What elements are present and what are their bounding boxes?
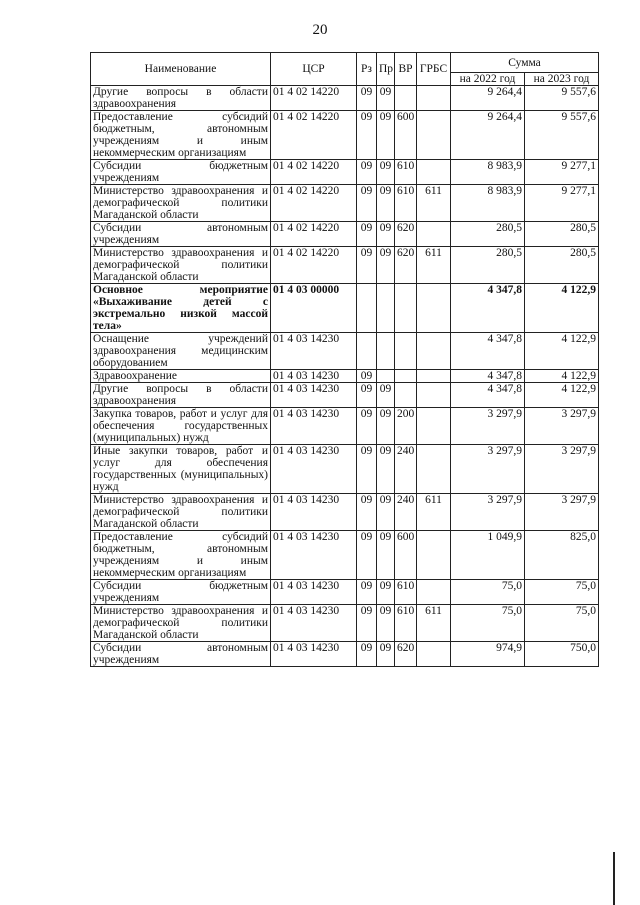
row-rz: 09 xyxy=(357,222,377,247)
row-sum-2023: 4 122,9 xyxy=(525,284,599,333)
row-csr: 01 4 03 00000 xyxy=(271,284,357,333)
row-rz: 09 xyxy=(357,531,377,580)
row-rz: 09 xyxy=(357,580,377,605)
row-vr: 620 xyxy=(395,642,417,667)
row-csr: 01 4 03 14230 xyxy=(271,642,357,667)
table-header xyxy=(91,53,599,86)
row-vr: 620 xyxy=(395,247,417,284)
budget-table xyxy=(90,52,599,667)
header-grbs: ГРБС xyxy=(417,53,451,86)
row-vr xyxy=(395,370,417,383)
row-rz: 09 xyxy=(357,445,377,494)
row-vr: 600 xyxy=(395,111,417,160)
row-pr xyxy=(377,284,395,333)
row-sum-2023: 75,0 xyxy=(525,605,599,642)
row-name: Субсидии автономным учреждениям xyxy=(91,642,271,667)
row-name: Министерство здравоохранения и демографической политики Магаданской области xyxy=(91,247,271,284)
row-vr: 240 xyxy=(395,445,417,494)
row-sum-2023: 280,5 xyxy=(525,247,599,284)
row-name: Основное мероприятие «Выхаживание детей с экстремально низкой массой тела» xyxy=(91,284,271,333)
row-sum-2022: 1 049,9 xyxy=(451,531,525,580)
row-csr: 01 4 02 14220 xyxy=(271,185,357,222)
row-grbs xyxy=(417,445,451,494)
row-pr: 09 xyxy=(377,111,395,160)
row-grbs xyxy=(417,160,451,185)
row-name: Предоставление субсидий бюджетным, автономным учреждениям и иным некоммерческим организациям xyxy=(91,531,271,580)
row-grbs xyxy=(417,86,451,111)
row-csr: 01 4 02 14220 xyxy=(271,160,357,185)
row-name: Министерство здравоохранения и демографической политики Магаданской области xyxy=(91,605,271,642)
row-rz: 09 xyxy=(357,494,377,531)
table-row xyxy=(91,642,599,667)
row-csr: 01 4 03 14230 xyxy=(271,383,357,408)
table-row xyxy=(91,370,599,383)
row-csr: 01 4 03 14230 xyxy=(271,605,357,642)
header-sum-2022: на 2022 год xyxy=(451,73,525,86)
row-vr: 200 xyxy=(395,408,417,445)
row-sum-2022: 974,9 xyxy=(451,642,525,667)
row-rz xyxy=(357,284,377,333)
row-name: Другие вопросы в области здравоохранения xyxy=(91,86,271,111)
row-vr xyxy=(395,86,417,111)
margin-line xyxy=(613,852,615,905)
table-row xyxy=(91,111,599,160)
row-name: Оснащение учреждений здравоохранения медицинским оборудованием xyxy=(91,333,271,370)
row-name: Здравоохранение xyxy=(91,370,271,383)
row-csr: 01 4 03 14230 xyxy=(271,531,357,580)
row-rz: 09 xyxy=(357,383,377,408)
row-sum-2022: 8 983,9 xyxy=(451,185,525,222)
row-csr: 01 4 03 14230 xyxy=(271,494,357,531)
row-pr: 09 xyxy=(377,185,395,222)
row-sum-2023: 825,0 xyxy=(525,531,599,580)
table-row xyxy=(91,247,599,284)
row-rz: 09 xyxy=(357,111,377,160)
row-name: Министерство здравоохранения и демографической политики Магаданской области xyxy=(91,185,271,222)
header-name: Наименование xyxy=(91,53,271,86)
table-row xyxy=(91,531,599,580)
row-sum-2022: 75,0 xyxy=(451,605,525,642)
row-grbs xyxy=(417,111,451,160)
table-row xyxy=(91,445,599,494)
row-pr: 09 xyxy=(377,222,395,247)
row-csr: 01 4 02 14220 xyxy=(271,247,357,284)
row-vr: 610 xyxy=(395,605,417,642)
row-sum-2022: 75,0 xyxy=(451,580,525,605)
row-rz: 09 xyxy=(357,605,377,642)
row-csr: 01 4 03 14230 xyxy=(271,445,357,494)
row-grbs xyxy=(417,580,451,605)
row-grbs: 611 xyxy=(417,494,451,531)
row-sum-2023: 9 277,1 xyxy=(525,185,599,222)
row-sum-2022: 3 297,9 xyxy=(451,445,525,494)
row-name: Предоставление субсидий бюджетным, автономным учреждениям и иным некоммерческим организациям xyxy=(91,111,271,160)
row-rz: 09 xyxy=(357,370,377,383)
row-csr: 01 4 03 14230 xyxy=(271,333,357,370)
table-row xyxy=(91,580,599,605)
row-sum-2023: 9 557,6 xyxy=(525,111,599,160)
row-sum-2023: 4 122,9 xyxy=(525,383,599,408)
row-grbs xyxy=(417,222,451,247)
row-vr: 610 xyxy=(395,580,417,605)
row-sum-2023: 9 277,1 xyxy=(525,160,599,185)
row-csr: 01 4 02 14220 xyxy=(271,86,357,111)
table-row xyxy=(91,222,599,247)
row-sum-2022: 3 297,9 xyxy=(451,494,525,531)
row-csr: 01 4 03 14230 xyxy=(271,408,357,445)
row-vr: 600 xyxy=(395,531,417,580)
row-name: Закупка товаров, работ и услуг для обеспечения государственных (муниципальных) нужд xyxy=(91,408,271,445)
row-pr: 09 xyxy=(377,383,395,408)
row-pr: 09 xyxy=(377,605,395,642)
row-sum-2023: 3 297,9 xyxy=(525,408,599,445)
row-sum-2022: 4 347,8 xyxy=(451,383,525,408)
table-row xyxy=(91,185,599,222)
row-rz: 09 xyxy=(357,642,377,667)
table-row xyxy=(91,605,599,642)
row-vr: 240 xyxy=(395,494,417,531)
row-grbs: 611 xyxy=(417,605,451,642)
row-pr: 09 xyxy=(377,531,395,580)
row-sum-2023: 4 122,9 xyxy=(525,370,599,383)
row-sum-2023: 3 297,9 xyxy=(525,445,599,494)
row-pr: 09 xyxy=(377,408,395,445)
row-pr xyxy=(377,370,395,383)
row-pr: 09 xyxy=(377,160,395,185)
header-vr: ВР xyxy=(395,53,417,86)
row-vr xyxy=(395,284,417,333)
row-rz: 09 xyxy=(357,408,377,445)
row-sum-2022: 8 983,9 xyxy=(451,160,525,185)
table-row xyxy=(91,160,599,185)
row-rz: 09 xyxy=(357,160,377,185)
row-csr: 01 4 03 14230 xyxy=(271,580,357,605)
table-row xyxy=(91,383,599,408)
page-number: 20 xyxy=(312,22,328,38)
row-vr xyxy=(395,383,417,408)
row-name: Субсидии бюджетным учреждениям xyxy=(91,580,271,605)
table-row xyxy=(91,86,599,111)
row-sum-2022: 3 297,9 xyxy=(451,408,525,445)
row-grbs xyxy=(417,642,451,667)
row-vr: 610 xyxy=(395,185,417,222)
row-sum-2023: 4 122,9 xyxy=(525,333,599,370)
table-row xyxy=(91,333,599,370)
row-vr: 620 xyxy=(395,222,417,247)
row-name: Министерство здравоохранения и демографической политики Магаданской области xyxy=(91,494,271,531)
table-row xyxy=(91,494,599,531)
row-pr: 09 xyxy=(377,580,395,605)
row-pr: 09 xyxy=(377,86,395,111)
row-vr: 610 xyxy=(395,160,417,185)
header-csr: ЦСР xyxy=(271,53,357,86)
row-sum-2022: 9 264,4 xyxy=(451,111,525,160)
row-sum-2022: 280,5 xyxy=(451,247,525,284)
row-grbs xyxy=(417,333,451,370)
row-grbs xyxy=(417,383,451,408)
header-rz: Рз xyxy=(357,53,377,86)
row-pr: 09 xyxy=(377,494,395,531)
row-rz: 09 xyxy=(357,86,377,111)
row-grbs xyxy=(417,408,451,445)
row-name: Иные закупки товаров, работ и услуг для обеспечения государственных (муниципальных) нужд xyxy=(91,445,271,494)
row-name: Субсидии автономным учреждениям xyxy=(91,222,271,247)
row-rz xyxy=(357,333,377,370)
table-body xyxy=(91,86,599,667)
row-sum-2023: 750,0 xyxy=(525,642,599,667)
row-name: Субсидии бюджетным учреждениям xyxy=(91,160,271,185)
row-csr: 01 4 02 14220 xyxy=(271,111,357,160)
row-grbs: 611 xyxy=(417,185,451,222)
row-grbs: 611 xyxy=(417,247,451,284)
row-sum-2022: 4 347,8 xyxy=(451,333,525,370)
row-sum-2022: 280,5 xyxy=(451,222,525,247)
header-pr: Пр xyxy=(377,53,395,86)
row-name: Другие вопросы в области здравоохранения xyxy=(91,383,271,408)
row-sum-2023: 280,5 xyxy=(525,222,599,247)
row-sum-2023: 3 297,9 xyxy=(525,494,599,531)
row-pr: 09 xyxy=(377,445,395,494)
row-sum-2022: 4 347,8 xyxy=(451,370,525,383)
row-sum-2022: 4 347,8 xyxy=(451,284,525,333)
row-csr: 01 4 02 14220 xyxy=(271,222,357,247)
row-vr xyxy=(395,333,417,370)
row-csr: 01 4 03 14230 xyxy=(271,370,357,383)
row-pr xyxy=(377,333,395,370)
row-sum-2022: 9 264,4 xyxy=(451,86,525,111)
row-rz: 09 xyxy=(357,247,377,284)
row-grbs xyxy=(417,531,451,580)
header-sum-2023: на 2023 год xyxy=(525,73,599,86)
header-sum: Сумма xyxy=(451,53,599,73)
table-row xyxy=(91,284,599,333)
table-row xyxy=(91,408,599,445)
row-grbs xyxy=(417,284,451,333)
row-rz: 09 xyxy=(357,185,377,222)
row-pr: 09 xyxy=(377,247,395,284)
row-sum-2023: 75,0 xyxy=(525,580,599,605)
row-sum-2023: 9 557,6 xyxy=(525,86,599,111)
row-grbs xyxy=(417,370,451,383)
row-pr: 09 xyxy=(377,642,395,667)
